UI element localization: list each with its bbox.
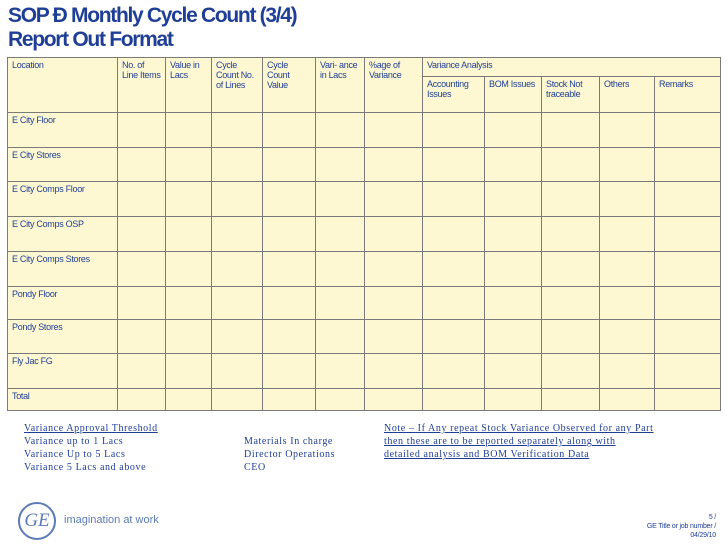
data-cell bbox=[212, 287, 263, 320]
data-cell bbox=[118, 252, 166, 287]
data-cell bbox=[423, 320, 485, 354]
title-line-2: Report Out Format bbox=[8, 28, 173, 51]
data-cell bbox=[166, 217, 212, 252]
data-cell bbox=[316, 113, 365, 148]
data-cell bbox=[655, 287, 721, 320]
data-cell bbox=[166, 182, 212, 217]
data-cell bbox=[485, 182, 542, 217]
data-cell bbox=[118, 287, 166, 320]
page-title bbox=[8, 4, 296, 52]
table-row bbox=[8, 113, 721, 148]
note-line: then these are to be reported separately along with bbox=[384, 436, 616, 447]
data-cell bbox=[316, 182, 365, 217]
data-cell bbox=[542, 182, 600, 217]
note-line: detailed analysis and BOM Verification Data bbox=[384, 449, 590, 460]
note-block bbox=[384, 422, 654, 461]
data-cell bbox=[485, 113, 542, 148]
table-row bbox=[8, 320, 721, 354]
table-row bbox=[8, 217, 721, 252]
data-cell bbox=[423, 182, 485, 217]
data-cell bbox=[542, 148, 600, 182]
location-cell: Fly Jac FG bbox=[8, 354, 118, 389]
table-row bbox=[8, 148, 721, 182]
location-cell: Pondy Stores bbox=[8, 320, 118, 354]
ge-logo: GE bbox=[18, 502, 56, 540]
data-cell bbox=[166, 320, 212, 354]
location-cell: E City Stores bbox=[8, 148, 118, 182]
threshold-heading: Variance Approval Threshold bbox=[24, 423, 158, 434]
data-cell bbox=[212, 182, 263, 217]
data-cell bbox=[212, 148, 263, 182]
data-cell bbox=[485, 148, 542, 182]
data-cell bbox=[600, 389, 655, 411]
approver-line: Materials In charge bbox=[244, 436, 333, 447]
data-cell bbox=[365, 182, 423, 217]
page-number: 5 / bbox=[708, 514, 716, 521]
footer-date: 04/29/10 bbox=[690, 532, 716, 539]
data-cell bbox=[423, 354, 485, 389]
data-cell bbox=[655, 252, 721, 287]
threshold-line: Variance Up to 5 Lacs bbox=[24, 449, 126, 460]
data-cell bbox=[316, 354, 365, 389]
data-cell bbox=[365, 113, 423, 148]
data-cell bbox=[423, 113, 485, 148]
data-cell bbox=[118, 354, 166, 389]
data-cell bbox=[166, 287, 212, 320]
location-cell: E City Comps Stores bbox=[8, 252, 118, 287]
data-cell bbox=[212, 113, 263, 148]
header-line-items: No. of Line Items bbox=[118, 58, 166, 113]
data-cell bbox=[263, 354, 316, 389]
data-cell bbox=[263, 217, 316, 252]
data-cell bbox=[166, 252, 212, 287]
title-line-1: SOP Ð Monthly Cycle Count (3/4) bbox=[8, 4, 297, 27]
approver-block bbox=[244, 435, 335, 474]
data-cell bbox=[166, 354, 212, 389]
data-cell bbox=[263, 113, 316, 148]
data-cell bbox=[600, 287, 655, 320]
data-cell bbox=[485, 252, 542, 287]
data-cell bbox=[118, 217, 166, 252]
data-cell bbox=[542, 354, 600, 389]
data-cell bbox=[542, 320, 600, 354]
threshold-block bbox=[24, 422, 158, 474]
approver-line: Director Operations bbox=[244, 449, 336, 460]
data-cell bbox=[542, 287, 600, 320]
data-cell bbox=[118, 113, 166, 148]
data-cell bbox=[423, 252, 485, 287]
data-cell bbox=[365, 320, 423, 354]
data-cell bbox=[655, 389, 721, 411]
data-cell bbox=[263, 182, 316, 217]
data-cell bbox=[600, 354, 655, 389]
table-row bbox=[8, 354, 721, 389]
header-others: Others bbox=[600, 77, 655, 113]
data-cell bbox=[212, 217, 263, 252]
data-cell bbox=[166, 389, 212, 411]
data-cell bbox=[423, 389, 485, 411]
data-cell bbox=[316, 389, 365, 411]
data-cell bbox=[166, 148, 212, 182]
approver-line: CEO bbox=[244, 462, 266, 473]
threshold-line: Variance up to 1 Lacs bbox=[24, 436, 124, 447]
data-cell bbox=[600, 113, 655, 148]
data-cell bbox=[600, 217, 655, 252]
data-cell bbox=[316, 320, 365, 354]
data-cell bbox=[365, 148, 423, 182]
data-cell bbox=[316, 252, 365, 287]
data-cell bbox=[655, 113, 721, 148]
data-cell bbox=[365, 389, 423, 411]
data-cell bbox=[316, 287, 365, 320]
data-cell bbox=[118, 148, 166, 182]
table-row bbox=[8, 182, 721, 217]
data-cell bbox=[263, 148, 316, 182]
data-cell bbox=[423, 217, 485, 252]
data-cell bbox=[263, 287, 316, 320]
data-cell bbox=[423, 148, 485, 182]
data-cell bbox=[542, 389, 600, 411]
location-cell: Total bbox=[8, 389, 118, 411]
table-row bbox=[8, 252, 721, 287]
footer-title: GE Title or job number / bbox=[646, 523, 716, 530]
data-cell bbox=[263, 389, 316, 411]
data-cell bbox=[655, 148, 721, 182]
data-cell bbox=[600, 252, 655, 287]
header-variance-in-lacs: Vari- ance in Lacs bbox=[316, 58, 365, 113]
data-cell bbox=[600, 148, 655, 182]
location-cell: E City Comps Floor bbox=[8, 182, 118, 217]
data-cell bbox=[485, 320, 542, 354]
data-cell bbox=[423, 287, 485, 320]
header-percent-variance: %age of Variance bbox=[365, 58, 423, 113]
data-cell bbox=[212, 354, 263, 389]
data-cell bbox=[655, 320, 721, 354]
data-cell bbox=[542, 217, 600, 252]
data-cell bbox=[600, 320, 655, 354]
data-cell bbox=[263, 252, 316, 287]
tagline: imagination at work bbox=[64, 514, 159, 526]
data-cell bbox=[655, 354, 721, 389]
header-accounting-issues: Accounting Issues bbox=[423, 77, 485, 113]
data-cell bbox=[365, 252, 423, 287]
location-cell: E City Floor bbox=[8, 113, 118, 148]
header-variance-analysis: Variance Analysis bbox=[423, 58, 721, 77]
header-cycle-count-lines: Cycle Count No. of Lines bbox=[212, 58, 263, 113]
table-row bbox=[8, 287, 721, 320]
data-cell bbox=[365, 354, 423, 389]
data-cell bbox=[365, 217, 423, 252]
data-cell bbox=[485, 354, 542, 389]
location-cell: E City Comps OSP bbox=[8, 217, 118, 252]
table-row bbox=[8, 389, 721, 411]
data-cell bbox=[263, 320, 316, 354]
data-cell bbox=[485, 287, 542, 320]
threshold-line: Variance 5 Lacs and above bbox=[24, 462, 147, 473]
data-cell bbox=[118, 182, 166, 217]
data-cell bbox=[542, 252, 600, 287]
data-cell bbox=[365, 287, 423, 320]
data-cell bbox=[655, 182, 721, 217]
cycle-count-table bbox=[7, 57, 721, 411]
data-cell bbox=[212, 252, 263, 287]
data-cell bbox=[212, 389, 263, 411]
data-cell bbox=[316, 217, 365, 252]
header-cycle-count-value: Cycle Count Value bbox=[263, 58, 316, 113]
header-value-in-lacs: Value in Lacs bbox=[166, 58, 212, 113]
header-row bbox=[8, 58, 721, 77]
location-cell: Pondy Floor bbox=[8, 287, 118, 320]
data-cell bbox=[118, 320, 166, 354]
data-cell bbox=[600, 182, 655, 217]
header-remarks: Remarks bbox=[655, 77, 721, 113]
data-cell bbox=[118, 389, 166, 411]
header-stock-not-traceable: Stock Not traceable bbox=[542, 77, 600, 113]
header-location: Location bbox=[8, 58, 118, 113]
slide-footer bbox=[647, 513, 716, 540]
data-cell bbox=[166, 113, 212, 148]
header-bom-issues: BOM Issues bbox=[485, 77, 542, 113]
data-cell bbox=[485, 217, 542, 252]
data-cell bbox=[655, 217, 721, 252]
data-cell bbox=[316, 148, 365, 182]
data-cell bbox=[212, 320, 263, 354]
data-cell bbox=[485, 389, 542, 411]
note-line: Note – If Any repeat Stock Variance Observed for any Part bbox=[384, 423, 654, 434]
data-cell bbox=[542, 113, 600, 148]
